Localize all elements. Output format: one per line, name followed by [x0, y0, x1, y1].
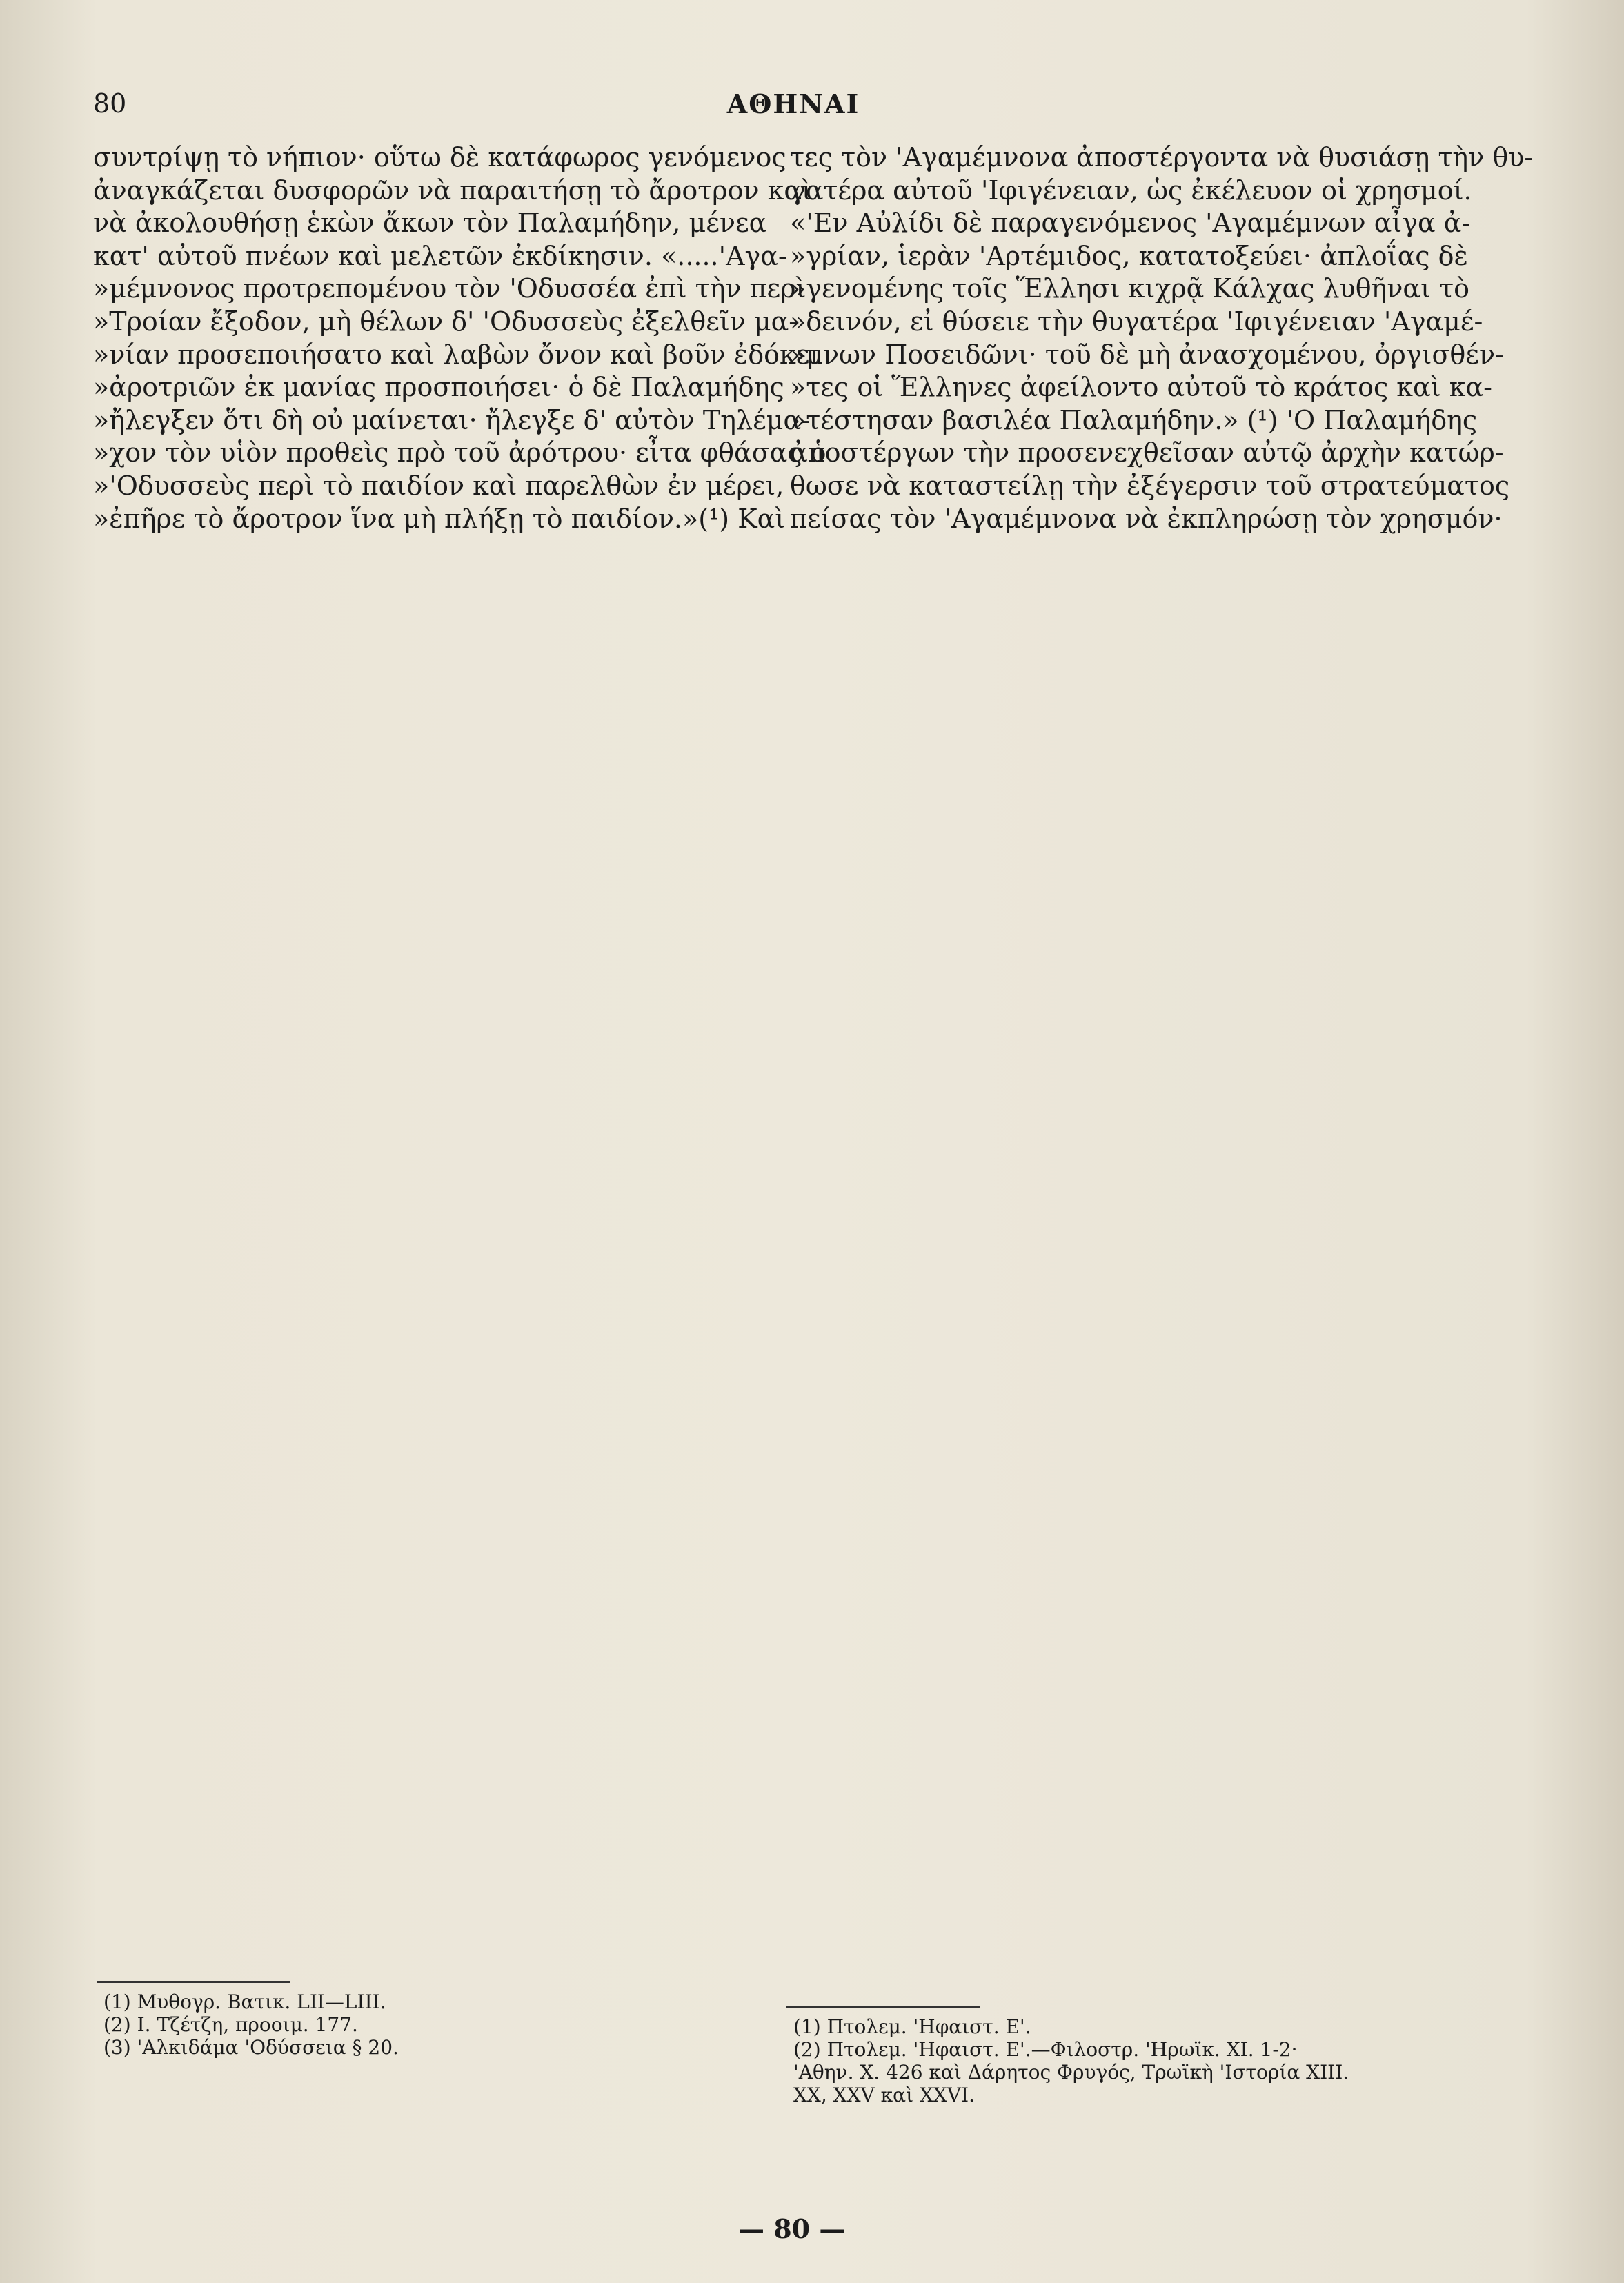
text-line: τες τὸν 'Αγαμέμνονα ἀποστέργοντα νὰ θυσιάσῃ τὴν θυ- — [790, 142, 1534, 172]
text-line: »ἀροτριῶν ἐκ μανίας προσποιήσει· ὁ δὲ Παλαμήδης — [93, 372, 784, 403]
right-column — [790, 141, 1534, 535]
text-line: »δεινόν, εἰ θύσειε τὴν θυγατέρα 'Ιφιγένειαν 'Αγαμέ- — [790, 306, 1483, 337]
text-line: »γρίαν, ἱερὰν 'Αρτέμιδος, κατατοξεύει· ἀπλοΐας δὲ — [790, 240, 1468, 271]
text-line: »'Οδυσσεὺς περὶ τὸ παιδίον καὶ παρελθὼν ἐν μέρει, — [93, 470, 784, 501]
page-number: 80 — [93, 88, 127, 119]
footnote: (3) 'Αλκιδάμα 'Οδύσσεια § 20. — [103, 2036, 399, 2059]
text-line: γατέρα αὐτοῦ 'Ιφιγένειαν, ὡς ἐκέλευον οἱ χρησμοί. — [790, 175, 1472, 206]
footnote: (1) Πτολεμ. 'Ηφαιστ. Ε'. — [793, 2015, 1031, 2038]
text-line: «'Εν Αὐλίδι δὲ παραγενόμενος 'Αγαμέμνων αἶγα ἀ- — [790, 208, 1471, 239]
text-line: »τέστησαν βασιλέα Παλαμήδην.» (¹) 'Ο Παλαμήδης — [790, 404, 1478, 435]
text-line: »χον τὸν υἱὸν προθεὶς πρὸ τοῦ ἀρότρου· εἶτα φθάσας ὁ — [93, 437, 826, 468]
footnote: 'Αθην. Χ. 426 καὶ Δάρητος Φρυγός, Τρωϊκὴ 'Ιστορία ΧΙΙΙ. — [793, 2061, 1349, 2084]
text-line: »ἐπῆρε τὸ ἄροτρον ἵνα μὴ πλήξῃ τὸ παιδίον.»(¹) Καὶ — [93, 503, 786, 534]
text-line: »γενομένης τοῖς Ἕλλησι κιχρᾷ Κάλχας λυθῆναι τὸ — [790, 273, 1469, 304]
text-line: ἀποστέργων τὴν προσενεχθεῖσαν αὐτῷ ἀρχὴν κατώρ- — [790, 437, 1504, 468]
text-line: θωσε νὰ καταστείλῃ τὴν ἐξέγερσιν τοῦ στρατεύματος — [790, 470, 1510, 501]
text-line: συντρίψῃ τὸ νήπιον· οὕτω δὲ κατάφωρος γενόμενος — [93, 142, 786, 172]
text-line: »μέμνονος προτρεπομένου τὸν 'Οδυσσέα ἐπὶ τὴν περὶ — [93, 273, 806, 304]
text-line: »τες οἱ Ἕλληνες ἀφείλοντο αὐτοῦ τὸ κράτος καὶ κα- — [790, 372, 1492, 403]
footnotes-right — [793, 2015, 1349, 2106]
footnote: ΧΧ, ΧΧV καὶ ΧΧVΙ. — [793, 2084, 975, 2106]
footnote: (2) Πτολεμ. 'Ηφαιστ. Ε'.—Φιλοστρ. 'Ηρωϊκ. ΧΙ. 1-2· — [793, 2038, 1298, 2061]
text-line: »νίαν προσεποιήσατο καὶ λαβὼν ὄνον καὶ βοῦν ἐδόκει — [93, 339, 820, 370]
footnote-rule — [97, 1981, 290, 1983]
text-line: »ἤλεγξεν ὅτι δὴ οὐ μαίνεται· ἤλεγξε δ' αὐτὸν Τηλέμα- — [93, 404, 811, 435]
footnote: (2) Ι. Τζέτζη, προοιμ. 177. — [103, 2013, 358, 2036]
left-column — [93, 141, 826, 535]
text-line: πείσας τὸν 'Αγαμέμνονα νὰ ἐκπληρώσῃ τὸν χρησμόν· — [790, 503, 1503, 534]
running-header: ΑΘΗΝΑΙ — [726, 88, 860, 119]
footnote-rule — [786, 2006, 980, 2008]
text-line: ἀναγκάζεται δυσφορῶν νὰ παραιτήσῃ τὸ ἄροτρον καὶ — [93, 175, 812, 206]
page-footer: — 80 — — [738, 2213, 846, 2244]
text-line: νὰ ἀκολουθήσῃ ἑκὼν ἄκων τὸν Παλαμήδην, μένεα — [93, 208, 767, 239]
text-line: »Τροίαν ἔξοδον, μὴ θέλων δ' 'Οδυσσεὺς ἐξελθεῖν μα- — [93, 306, 798, 337]
footnote: (1) Μυθογρ. Βατικ. LII—LIII. — [103, 1990, 386, 2013]
footnotes-left — [103, 1990, 399, 2059]
text-line: κατ' αὐτοῦ πνέων καὶ μελετῶν ἐκδίκησιν. «.....'Αγα- — [93, 240, 787, 271]
text-line: »μνων Ποσειδῶνι· τοῦ δὲ μὴ ἀνασχομένου, ὀργισθέν- — [790, 339, 1504, 370]
